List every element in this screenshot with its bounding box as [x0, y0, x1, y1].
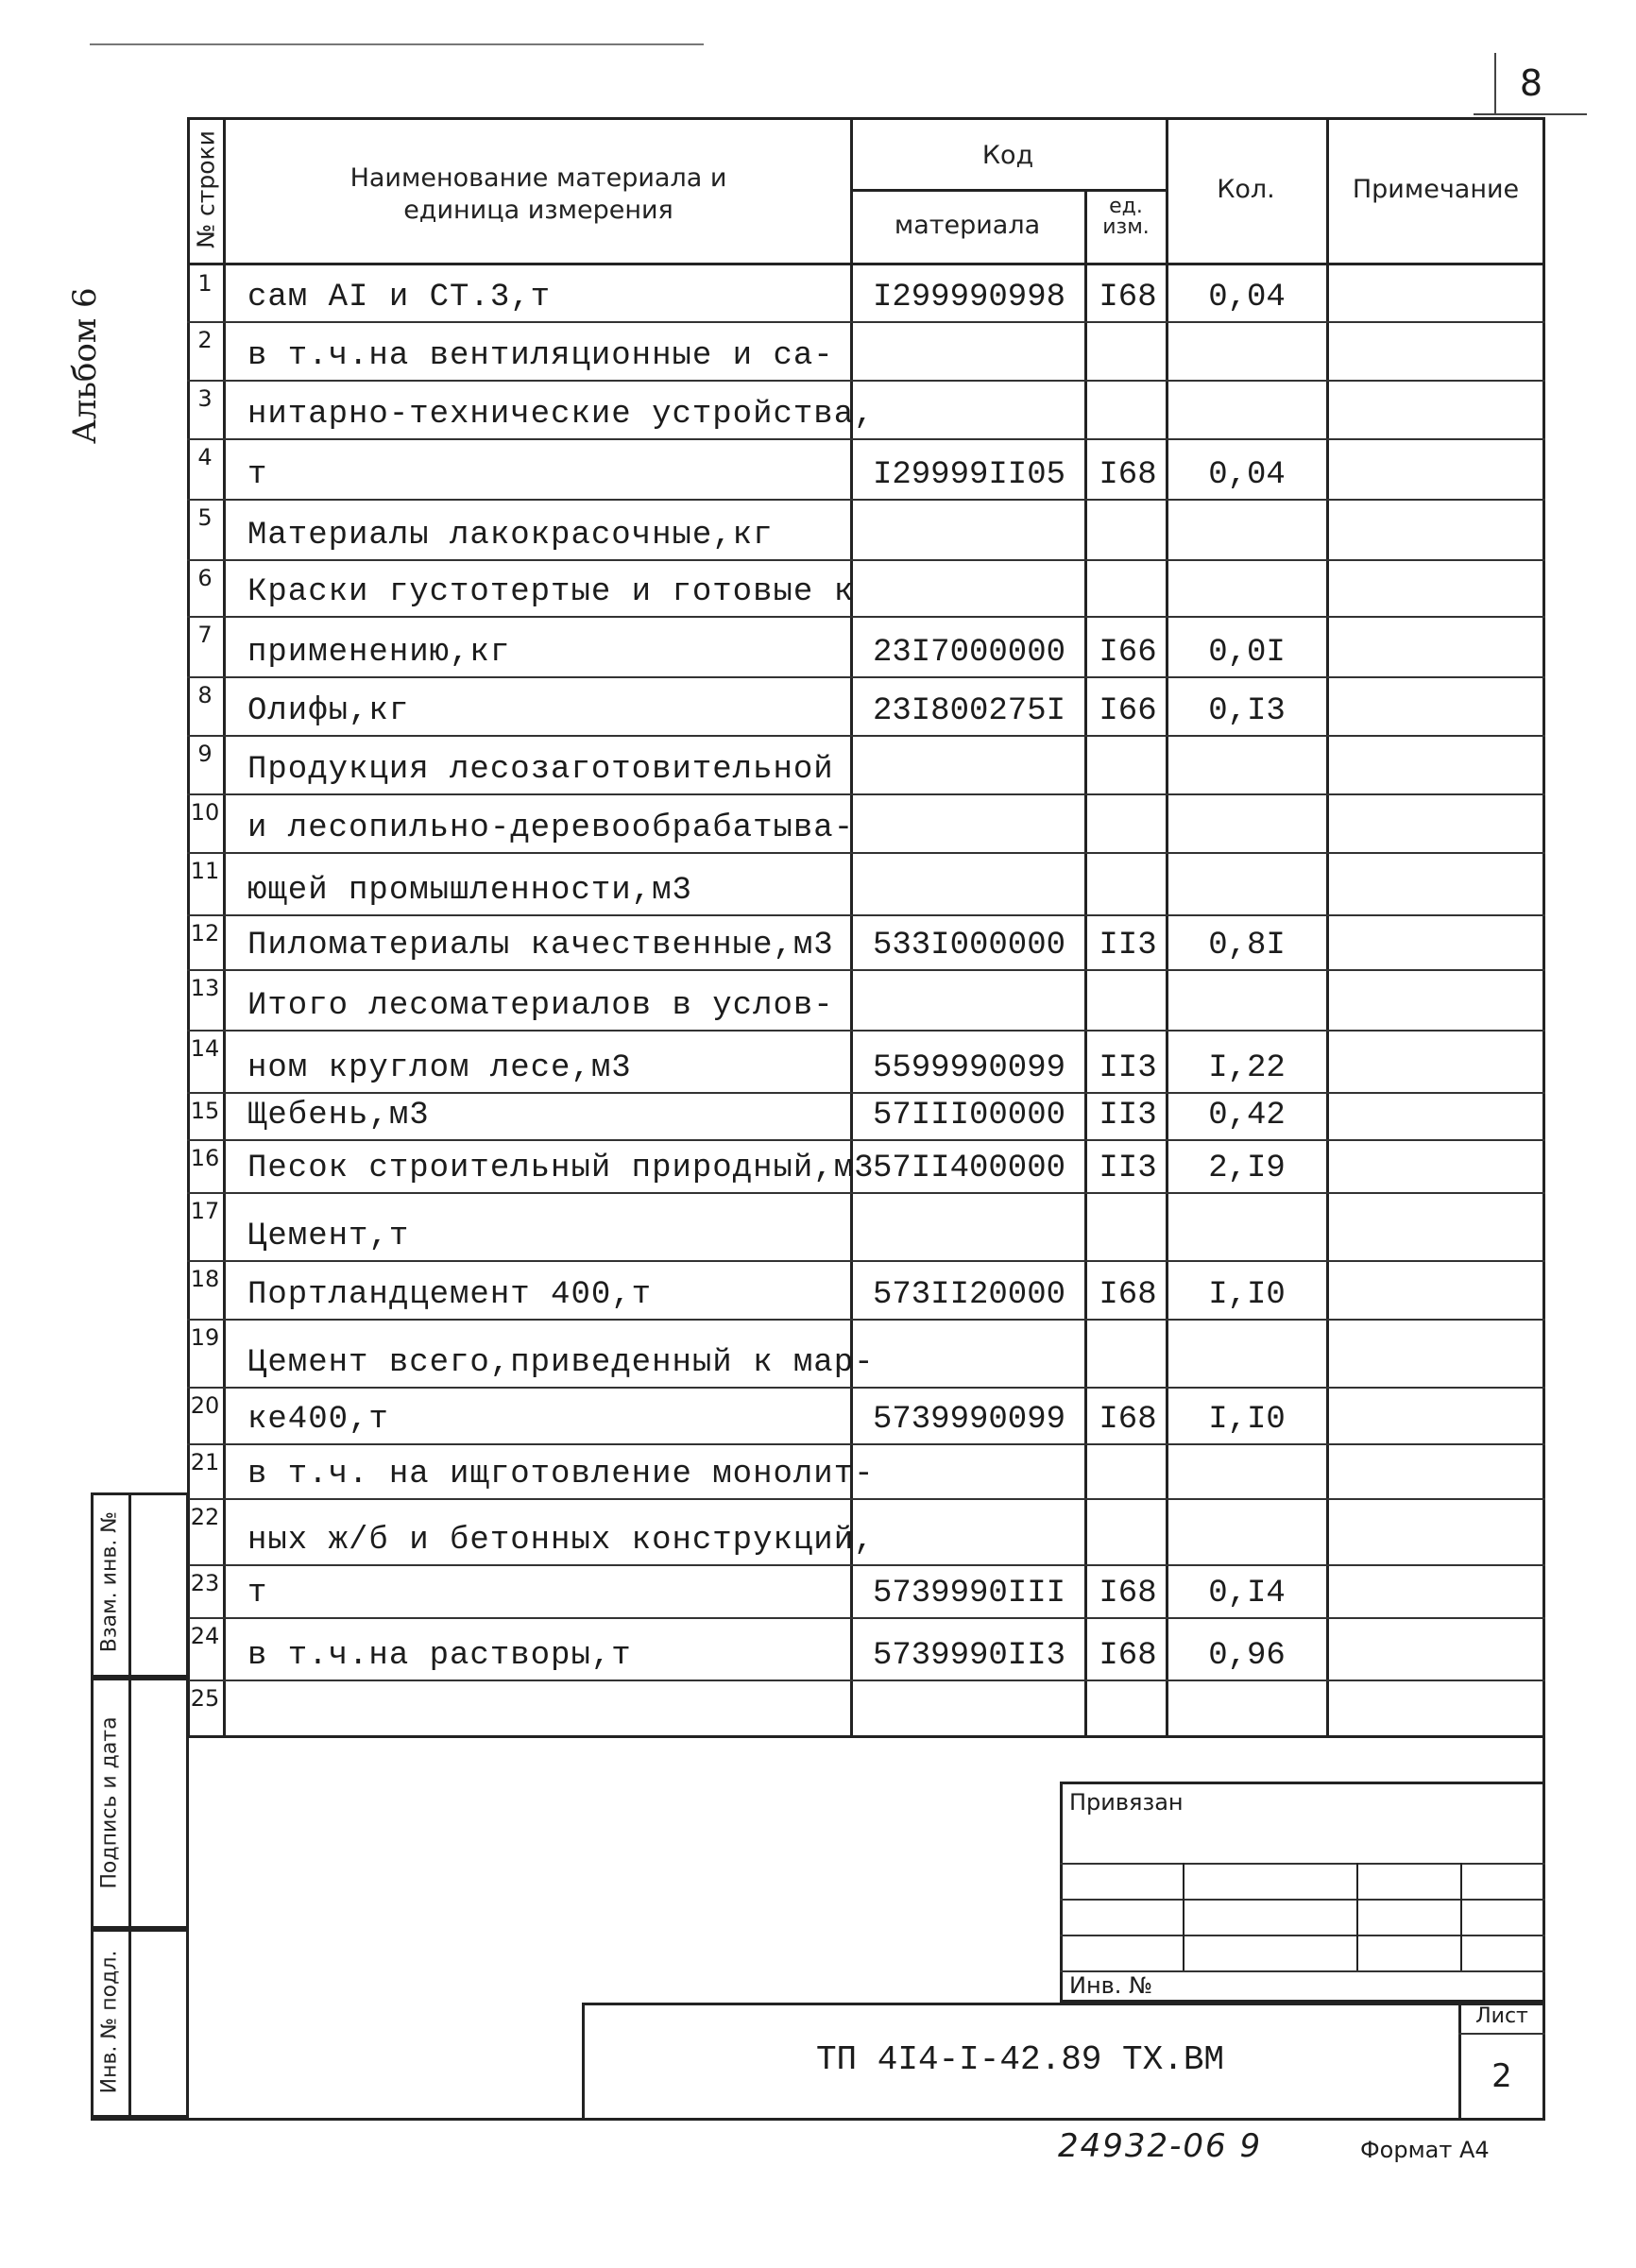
row-unit: I68	[1099, 1277, 1157, 1313]
row-number: 12	[190, 920, 220, 946]
row-number: 5	[197, 504, 213, 531]
row-name: и лесопильно-деревообрабатыва-	[247, 810, 855, 846]
row-line	[187, 1498, 1545, 1500]
row-number: 9	[197, 741, 213, 767]
row-name: ке400,т	[247, 1402, 389, 1438]
row-unit: I68	[1099, 1638, 1157, 1674]
row-qty: 0,8I	[1208, 928, 1286, 963]
row-unit: I68	[1099, 1576, 1157, 1611]
row-number: 16	[190, 1145, 220, 1171]
row-number: 19	[190, 1324, 220, 1351]
row-number: 25	[190, 1685, 220, 1712]
row-name: Материалы лакокрасочные,кг	[247, 518, 774, 554]
row-name: т	[247, 457, 268, 493]
row-number: 23	[190, 1570, 220, 1596]
row-line	[187, 1617, 1545, 1619]
list-row-line	[1458, 2033, 1545, 2035]
row-unit: II3	[1099, 1151, 1157, 1186]
side-stamp-inv-podl-label: Инв. № подл.	[97, 1950, 122, 2094]
header-note: Примечание	[1352, 175, 1520, 204]
row-line	[187, 735, 1545, 737]
row-name: в т.ч.на растворы,т	[247, 1638, 632, 1674]
row-line	[187, 1680, 1545, 1681]
row-name: ном круглом лесе,м3	[247, 1050, 632, 1086]
row-line	[187, 793, 1545, 795]
row-line	[187, 1260, 1545, 1262]
binding-line	[1060, 1863, 1545, 1865]
col-line	[1326, 117, 1329, 1738]
row-name: ных ж/б и бетонных конструкций,	[247, 1523, 875, 1559]
row-unit: I68	[1099, 1402, 1157, 1438]
row-name: нитарно-технические устройства,	[247, 397, 875, 433]
row-line	[187, 380, 1545, 382]
row-line	[187, 616, 1545, 618]
header-code: Код	[981, 141, 1034, 170]
row-code: 23I7000000	[872, 635, 1066, 671]
binding-line	[1060, 1935, 1545, 1936]
header-name: Наименование материала и единица измерения	[349, 163, 727, 225]
col-line	[223, 117, 226, 1738]
row-line	[187, 676, 1545, 678]
row-number: 2	[197, 327, 213, 353]
row-code: 5599990099	[872, 1050, 1066, 1086]
row-name: Краски густотертые и готовые к	[247, 574, 855, 610]
binding-line	[1060, 1899, 1545, 1901]
row-name: Итого лесоматериалов в услов-	[247, 988, 834, 1024]
row-number: 11	[190, 858, 220, 884]
row-name: ющей промышленности,м3	[247, 873, 692, 909]
row-unit: II3	[1099, 1098, 1157, 1134]
row-unit: I66	[1099, 635, 1157, 671]
row-number: 1	[197, 270, 213, 297]
row-code: 5739990III	[872, 1576, 1066, 1611]
header-qty: Кол.	[1217, 175, 1275, 204]
row-code: I29999II05	[872, 457, 1066, 493]
row-unit: I66	[1099, 693, 1157, 729]
row-line	[187, 438, 1545, 440]
side-stamp-podpis-label: Подпись и дата	[97, 1716, 122, 1889]
row-number: 18	[190, 1266, 220, 1292]
row-name: Пиломатериалы качественные,м3	[247, 928, 834, 963]
row-code: 5739990II3	[872, 1638, 1066, 1674]
row-number: 10	[190, 799, 220, 826]
row-code: 57II400000	[872, 1151, 1066, 1186]
row-line	[187, 1192, 1545, 1194]
binding-col	[1183, 1863, 1184, 1970]
row-number: 20	[190, 1392, 220, 1419]
row-number: 6	[197, 565, 213, 591]
row-line	[187, 1030, 1545, 1032]
document-code: ТП 4I4-I-42.89 ТХ.ВМ	[815, 2040, 1225, 2079]
row-unit: I68	[1099, 280, 1157, 315]
row-line	[187, 321, 1545, 323]
binding-label: Привязан	[1069, 1789, 1184, 1816]
row-name: в т.ч.на вентиляционные и са-	[247, 338, 834, 374]
page-number: 8	[1519, 62, 1543, 104]
row-qty: 0,04	[1208, 280, 1286, 315]
row-code: 5739990099	[872, 1402, 1066, 1438]
page-number-tick	[1494, 53, 1496, 115]
footer-code: 24932-06 9	[1058, 2127, 1263, 2165]
row-code: I299990998	[872, 280, 1066, 315]
header-bottom-line	[187, 263, 1545, 265]
row-unit: II3	[1099, 1050, 1157, 1086]
row-line	[187, 1319, 1545, 1321]
row-number: 24	[190, 1623, 220, 1649]
row-name: в т.ч. на ищготовление монолит-	[247, 1457, 875, 1492]
col-line	[1084, 189, 1087, 1738]
row-name: сам АI и СТ.3,т	[247, 280, 552, 315]
row-qty: 2,I9	[1208, 1151, 1286, 1186]
row-number: 17	[190, 1198, 220, 1224]
row-name: Цемент всего,приведенный к мар-	[247, 1345, 875, 1381]
row-line	[187, 969, 1545, 971]
list-col-line	[1458, 2003, 1461, 2121]
row-qty: I,I0	[1208, 1402, 1286, 1438]
row-line	[187, 1139, 1545, 1141]
list-label: Лист	[1475, 2004, 1528, 2028]
row-number: 3	[197, 385, 213, 412]
row-name: Продукция лесозаготовительной	[247, 752, 834, 788]
page-number-rule	[1474, 113, 1587, 115]
row-line	[187, 1443, 1545, 1445]
row-qty: 0,0I	[1208, 635, 1286, 671]
top-rule	[90, 43, 704, 45]
row-unit: II3	[1099, 928, 1157, 963]
row-code: 57III00000	[872, 1098, 1066, 1134]
row-line	[187, 1092, 1545, 1094]
row-qty: 0,42	[1208, 1098, 1286, 1134]
row-number: 21	[190, 1449, 220, 1475]
row-line	[187, 499, 1545, 501]
row-qty: I,22	[1208, 1050, 1286, 1086]
row-line	[187, 1564, 1545, 1566]
header-code-material: материала	[894, 211, 1041, 240]
format-label: Формат А4	[1360, 2137, 1490, 2163]
row-qty: 0,04	[1208, 457, 1286, 493]
row-name: Портландцемент 400,т	[247, 1277, 653, 1313]
binding-col	[1356, 1863, 1358, 1970]
row-number: 7	[197, 622, 213, 648]
row-code: 533I000000	[872, 928, 1066, 963]
album-label: Альбом 6	[66, 287, 104, 444]
row-line	[187, 1387, 1545, 1389]
row-line	[187, 559, 1545, 561]
row-number: 13	[190, 975, 220, 1001]
row-name: применению,кг	[247, 635, 511, 671]
row-number: 15	[190, 1098, 220, 1124]
row-code: 573II20000	[872, 1277, 1066, 1313]
code-subheader-line	[850, 189, 1166, 192]
binding-col	[1460, 1863, 1462, 1970]
row-qty: I,I0	[1208, 1277, 1286, 1313]
row-name: т	[247, 1576, 268, 1611]
row-qty: 0,I3	[1208, 693, 1286, 729]
row-qty: 0,96	[1208, 1638, 1286, 1674]
row-number: 4	[197, 444, 213, 470]
header-code-unit: ед. изм.	[1102, 195, 1150, 239]
inv-no-label: Инв. №	[1069, 1972, 1153, 1999]
row-code: 23I800275I	[872, 693, 1066, 729]
row-name: Щебень,м3	[247, 1098, 430, 1134]
row-number: 8	[197, 682, 213, 708]
row-unit: I68	[1099, 457, 1157, 493]
side-stamp-vzam-label: Взам. инв. №	[97, 1510, 122, 1653]
row-number: 14	[190, 1035, 220, 1062]
header-row-number: № строки	[192, 130, 220, 248]
list-value: 2	[1491, 2057, 1512, 2095]
row-name: Олифы,кг	[247, 693, 410, 729]
row-name: Песок строительный природный,м3	[247, 1151, 875, 1186]
col-line	[850, 117, 853, 1738]
side-stamp-divider	[128, 1492, 131, 2118]
row-qty: 0,I4	[1208, 1576, 1286, 1611]
row-name: Цемент,т	[247, 1219, 410, 1254]
row-line	[187, 914, 1545, 916]
row-number: 22	[190, 1504, 220, 1530]
row-line	[187, 852, 1545, 854]
